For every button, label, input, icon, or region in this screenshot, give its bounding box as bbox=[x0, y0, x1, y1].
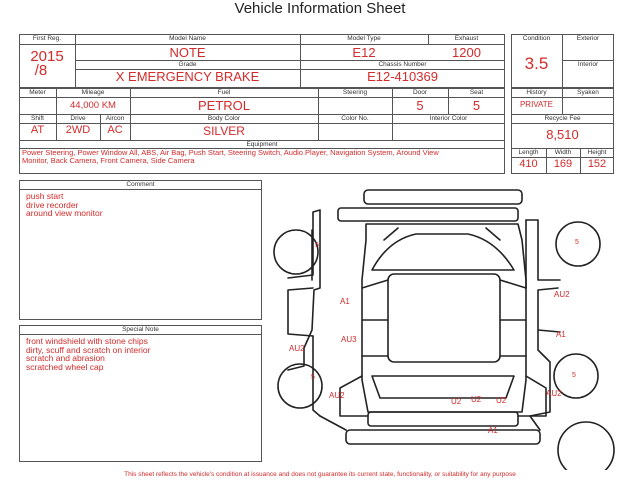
door-label: Door bbox=[412, 89, 428, 96]
damage-mark-au2-left: AU2 bbox=[289, 344, 305, 353]
model-type-label: Model Type bbox=[347, 35, 381, 42]
windshield bbox=[372, 234, 514, 270]
drive-value: 2WD bbox=[65, 124, 91, 136]
first-reg-year: 2015 bbox=[30, 48, 64, 65]
first-reg-month: /8 bbox=[34, 62, 48, 79]
equipment-label: Equipment bbox=[246, 141, 278, 148]
exterior-label: Exterior bbox=[576, 35, 600, 42]
body-color-label: Body Color bbox=[207, 115, 241, 122]
length-value: 410 bbox=[519, 158, 538, 170]
sheet-title: Vehicle Information Sheet bbox=[234, 0, 406, 17]
height-value: 152 bbox=[587, 158, 607, 170]
damage-mark-u2-c: U2 bbox=[496, 396, 507, 405]
tyre-rear-left-value: 5 bbox=[311, 374, 315, 381]
recycle-fee-value: 8,510 bbox=[546, 127, 579, 142]
aircon-value: AC bbox=[107, 124, 123, 136]
rear-window bbox=[372, 376, 514, 398]
front-bumper bbox=[364, 190, 522, 204]
width-label: Width bbox=[554, 149, 572, 156]
damage-mark-a1-bottom: A1 bbox=[488, 426, 498, 435]
exhaust-value: 1200 bbox=[452, 45, 481, 60]
chassis-number-value: E12-410369 bbox=[367, 69, 438, 84]
seat-value: 5 bbox=[472, 98, 481, 113]
mileage-value: 44,000 KM bbox=[70, 100, 116, 111]
roof bbox=[388, 274, 500, 362]
damage-mark-u2-b: U2 bbox=[471, 395, 482, 404]
car-diagram bbox=[268, 180, 618, 470]
tyre-front-left-value: 5 bbox=[315, 242, 319, 249]
model-name-value: NOTE bbox=[169, 45, 206, 60]
chassis-number-label: Chassis Number bbox=[378, 61, 427, 68]
damage-mark-au2-right-top: AU2 bbox=[554, 290, 570, 299]
model-name-label: Model Name bbox=[169, 35, 206, 42]
tyre-rear-right-value: 5 bbox=[572, 372, 576, 379]
special-note-text: front windshield with stone chips dirty, scuff and scratch on interior scratch and abrasion scratched wheel cap bbox=[26, 336, 151, 372]
interior-color-label: Interior Color bbox=[429, 115, 468, 122]
recycle-fee-label: Recycle Fee bbox=[544, 115, 581, 122]
damage-mark-a1-right: A1 bbox=[556, 330, 566, 339]
shift-value: AT bbox=[30, 124, 45, 136]
grade-value: X EMERGENCY BRAKE bbox=[115, 69, 260, 84]
condition-label: Condition bbox=[522, 35, 551, 42]
rear-bumper bbox=[368, 412, 518, 426]
damage-mark-au2-bottom-left: AU2 bbox=[329, 391, 345, 400]
color-no-label: Color No. bbox=[341, 115, 369, 122]
steering-label: Steering bbox=[342, 89, 368, 96]
history-value: PRIVATE bbox=[519, 100, 554, 109]
height-label: Height bbox=[587, 149, 607, 156]
rear-bumper-lower bbox=[346, 430, 540, 444]
aircon-label: Aircon bbox=[105, 115, 125, 122]
damage-mark-au2-right-bottom: AU2 bbox=[546, 389, 562, 398]
spare-wheel bbox=[558, 422, 614, 470]
exhaust-label: Exhaust bbox=[454, 35, 479, 42]
length-label: Length bbox=[518, 149, 539, 156]
fuel-label: Fuel bbox=[217, 89, 231, 96]
drive-label: Drive bbox=[70, 115, 86, 122]
width-value: 169 bbox=[553, 158, 573, 170]
fuel-value: PETROL bbox=[197, 98, 250, 113]
shift-label: Shift bbox=[30, 115, 44, 122]
front-grille bbox=[338, 208, 518, 221]
history-label: History bbox=[526, 89, 547, 96]
first-reg-label: First Reg. bbox=[32, 35, 62, 42]
meter-label: Meter bbox=[29, 89, 46, 96]
tyre-front-right-value: 5 bbox=[575, 239, 579, 246]
body-color-value: SILVER bbox=[203, 124, 245, 138]
equipment-value: Power Steering, Power Window All, ABS, Air Bag, Push Start, Steering Switch, Audio Player, Navigation System, Around View Monitor, Back Camera, Front Camera, Side Camera bbox=[22, 148, 439, 165]
model-type-value: E12 bbox=[352, 45, 376, 60]
comment-text: push start drive recorder around view monitor bbox=[26, 191, 103, 218]
disclaimer: This sheet reflects the vehicle's condition at issuance and does not guarantee its current state, functionality, or suitability for any purpose bbox=[124, 471, 516, 478]
grade-label: Grade bbox=[178, 61, 197, 68]
damage-mark-u2-a: U2 bbox=[451, 397, 462, 406]
seat-label: Seat bbox=[469, 89, 484, 96]
door-value: 5 bbox=[416, 98, 424, 113]
damage-mark-a1-left: A1 bbox=[340, 297, 350, 306]
mileage-label: Mileage bbox=[81, 89, 105, 96]
condition-value: 3.5 bbox=[524, 54, 549, 73]
comment-label: Comment bbox=[126, 181, 155, 188]
interior-label: Interior bbox=[577, 61, 599, 68]
wheel-rear-left bbox=[278, 364, 322, 408]
syaken-label: Syaken bbox=[577, 89, 599, 96]
special-note-label: Special Note bbox=[122, 326, 159, 333]
damage-mark-au3: AU3 bbox=[341, 335, 357, 344]
